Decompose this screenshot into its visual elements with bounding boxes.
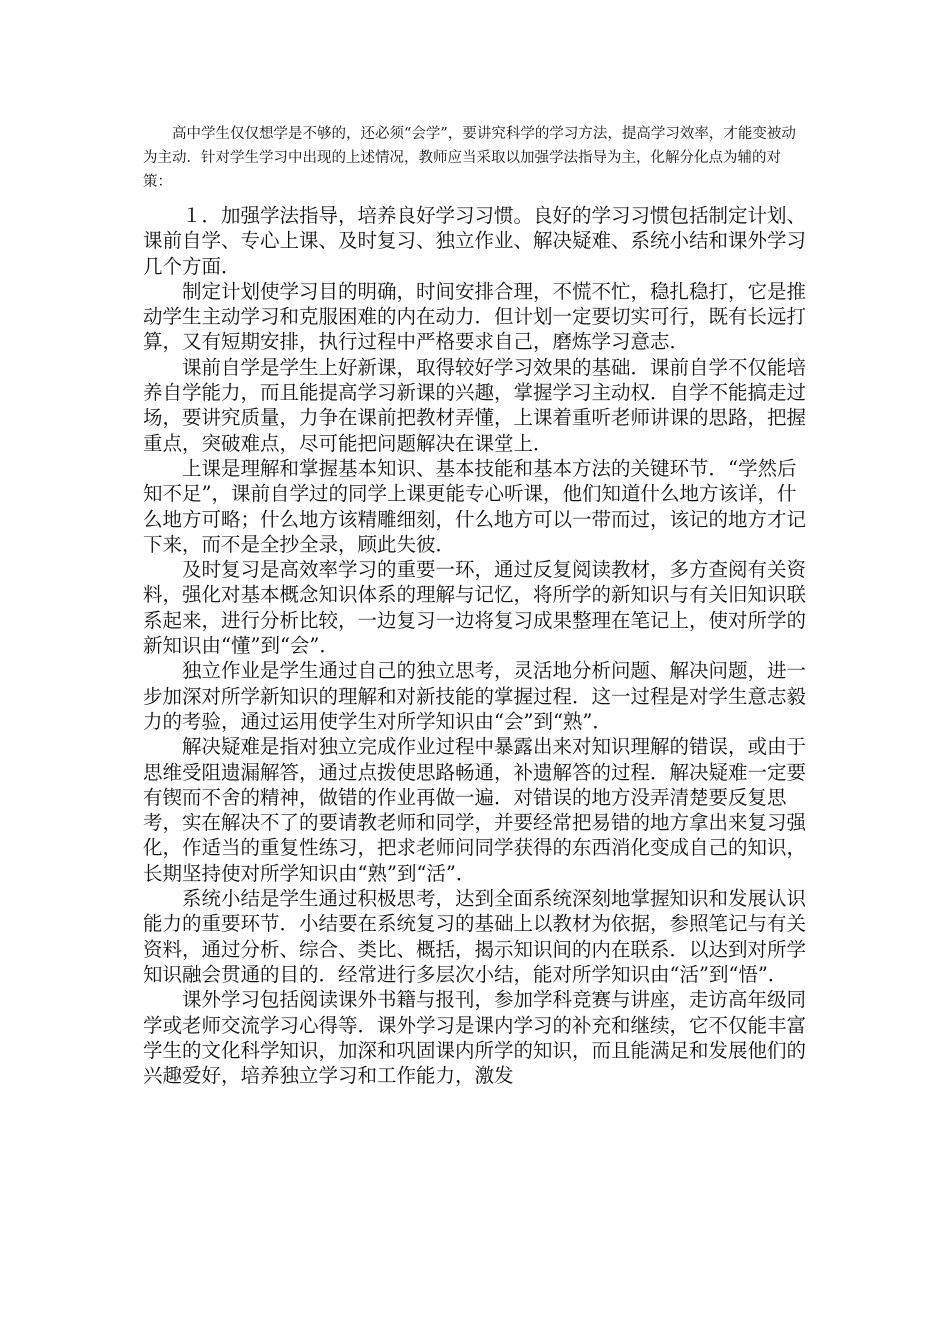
- paragraph-preview: 课前自学是学生上好新课，取得较好学习效果的基础．课前自学不仅能培养自学能力，而且能提高学习新课的兴趣，掌握学习主动权．自学不能搞走过场，要讲究质量，力争在课前把教材弄懂，上课着重听老师讲课的思路，把握重点，突破难点，尽可能把问题解决在课堂上．: [143, 355, 807, 455]
- intro-paragraph: 高中学生仅仅想学是不够的，还必须“会学”，要讲究科学的学习方法，提高学习效率，才能变被动为主动．针对学生学习中出现的上述情况，教师应当采取以加强学法指导为主，化解分化点为辅的对策：: [143, 126, 796, 190]
- paragraph-class: 上课是理解和掌握基本知识、基本技能和基本方法的关键环节．“学然后知不足”，课前自学过的同学上课更能专心听课，他们知道什么地方该详，什么地方可略；什么地方该精雕细刻，什么地方可以一带而过，该记的地方才记下来，而不是全抄全录，顾此失彼．: [143, 456, 807, 556]
- paragraph-extracurricular: 课外学习包括阅读课外书籍与报刊，参加学科竞赛与讲座，走访高年级同学或老师交流学习心得等．课外学习是课内学习的补充和继续，它不仅能丰富学生的文化科学知识，加深和巩固课内所学的知识，而且能满足和发展他们的兴趣爱好，培养独立学习和工作能力，激发: [143, 988, 807, 1088]
- paragraph-difficulties: 解决疑难是指对独立完成作业过程中暴露出来对知识理解的错误，或由于思维受阻遗漏解答，通过点拨使思路畅通，补遗解答的过程．解决疑难一定要有锲而不舍的精神，做错的作业再做一遍．对错误的地方没弄清楚要反复思考，实在解决不了的要请教老师和同学，并要经常把易错的地方拿出来复习强化，作适当的重复性练习，把求老师问同学获得的东西消化变成自己的知识，长期坚持使对所学知识由“熟”到“活”．: [143, 735, 807, 885]
- paragraph-summary: 系统小结是学生通过积极思考，达到全面系统深刻地掌握知识和发展认识能力的重要环节．小结要在系统复习的基础上以教材为依据，参照笔记与有关资料，通过分析、综合、类比、概括，揭示知识间的内在联系．以达到对所学知识融会贯通的目的．经常进行多层次小结，能对所学知识由“活”到“悟”．: [143, 887, 807, 986]
- paragraph-study-habits: １．加强学法指导，培养良好学习习惯。良好的学习习惯包括制定计划、课前自学、专心上课、及时复习、独立作业、解决疑难、系统小结和课外学习几个方面．: [143, 204, 807, 278]
- intro-section: [143, 122, 807, 194]
- paragraph-planning: 制定计划使学习目的明确，时间安排合理，不慌不忙，稳扎稳打，它是推动学生主动学习和克服困难的内在动力．但计划一定要切实可行，既有长远打算，又有短期安排，执行过程中严格要求自己，磨炼学习意志．: [143, 279, 807, 354]
- body-section: [143, 203, 807, 1088]
- paragraph-homework: 独立作业是学生通过自己的独立思考，灵活地分析问题、解决问题，进一步加深对所学新知识的理解和对新技能的掌握过程．这一过程是对学生意志毅力的考验，通过运用使学生对所学知识由“会”到“熟”．: [143, 659, 807, 733]
- paragraph-review: 及时复习是高效率学习的重要一环，通过反复阅读教材，多方查阅有关资料，强化对基本概念知识体系的理解与记忆，将所学的新知识与有关旧知识联系起来，进行分析比较，一边复习一边将复习成果整理在笔记上，使对所学的新知识由“懂”到“会”．: [143, 558, 807, 658]
